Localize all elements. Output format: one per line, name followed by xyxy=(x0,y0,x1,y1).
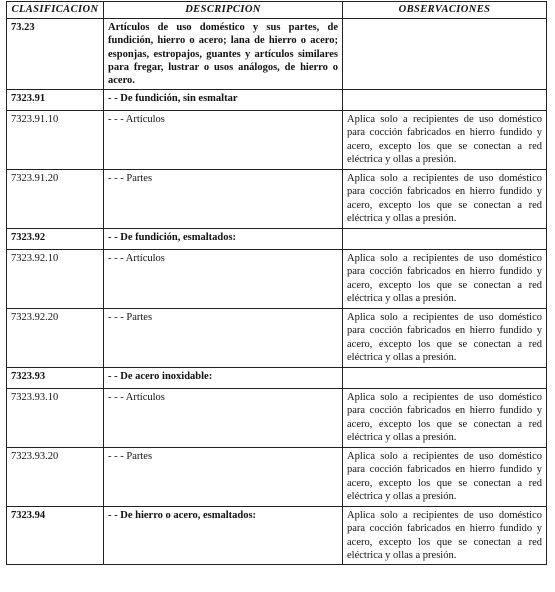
cell-observation: Aplica solo a recipientes de uso doméstico para cocción fabricados en hierro fundido y acero, excepto los que se conectan a red eléctrica y ollas a presión. xyxy=(343,111,547,170)
cell-observation: Aplica solo a recipientes de uso doméstico para cocción fabricados en hierro fundido y acero, excepto los que se conectan a red eléctrica y ollas a presión. xyxy=(343,309,547,368)
cell-description: - - - Artículos xyxy=(104,111,343,170)
header-descripcion: DESCRIPCION xyxy=(104,2,343,19)
cell-code: 7323.94 xyxy=(7,507,104,565)
cell-code: 7323.91 xyxy=(7,90,104,111)
cell-code: 7323.91.20 xyxy=(7,170,104,229)
cell-code: 7323.93 xyxy=(7,368,104,389)
cell-observation: Aplica solo a recipientes de uso doméstico para cocción fabricados en hierro fundido y acero, excepto los que se conectan a red eléctrica y ollas a presión. xyxy=(343,448,547,507)
header-clasificacion: CLASIFICACION xyxy=(7,2,104,19)
table-row xyxy=(7,507,547,565)
cell-observation xyxy=(343,19,547,90)
cell-code: 7323.91.10 xyxy=(7,111,104,170)
cell-observation: Aplica solo a recipientes de uso doméstico para cocción fabricados en hierro fundido y acero, excepto los que se conectan a red eléctrica y ollas a presión. xyxy=(343,389,547,448)
cell-description: - - De hierro o acero, esmaltados: xyxy=(104,507,343,565)
table-row xyxy=(7,90,547,111)
table-row xyxy=(7,170,547,229)
table-row xyxy=(7,448,547,507)
cell-code: 7323.92.10 xyxy=(7,250,104,309)
cell-code: 7323.93.10 xyxy=(7,389,104,448)
tariff-table xyxy=(6,1,547,565)
cell-code: 7323.92.20 xyxy=(7,309,104,368)
cell-description: - - - Artículos xyxy=(104,389,343,448)
cell-description: - - De fundición, sin esmaltar xyxy=(104,90,343,111)
cell-observation xyxy=(343,368,547,389)
header-row xyxy=(7,2,547,19)
header-observaciones: OBSERVACIONES xyxy=(343,2,547,19)
table-row xyxy=(7,389,547,448)
cell-observation xyxy=(343,229,547,250)
table-row xyxy=(7,229,547,250)
cell-code: 7323.93.20 xyxy=(7,448,104,507)
table-row xyxy=(7,250,547,309)
cell-description: Artículos de uso doméstico y sus partes, de fundición, hierro o acero; lana de hierro o acero; esponjas, estropajos, guantes y artículos similares para fregar, lustrar o usos análogos, de hierro o acero. xyxy=(104,19,343,90)
cell-observation: Aplica solo a recipientes de uso doméstico para cocción fabricados en hierro fundido y acero, excepto los que se conectan a red eléctrica y ollas a presión. xyxy=(343,507,547,565)
cell-description: - - - Artículos xyxy=(104,250,343,309)
cell-description: - - - Partes xyxy=(104,448,343,507)
cell-description: - - - Partes xyxy=(104,309,343,368)
cell-code: 73.23 xyxy=(7,19,104,90)
cell-observation: Aplica solo a recipientes de uso doméstico para cocción fabricados en hierro fundido y acero, excepto los que se conectan a red eléctrica y ollas a presión. xyxy=(343,250,547,309)
cell-observation: Aplica solo a recipientes de uso doméstico para cocción fabricados en hierro fundido y acero, excepto los que se conectan a red eléctrica y ollas a presión. xyxy=(343,170,547,229)
cell-description: - - - Partes xyxy=(104,170,343,229)
table-row xyxy=(7,19,547,90)
table-row xyxy=(7,111,547,170)
cell-description: - - De fundición, esmaltados: xyxy=(104,229,343,250)
cell-observation xyxy=(343,90,547,111)
cell-code: 7323.92 xyxy=(7,229,104,250)
table-row xyxy=(7,368,547,389)
table-row xyxy=(7,309,547,368)
cell-description: - - De acero inoxidable: xyxy=(104,368,343,389)
